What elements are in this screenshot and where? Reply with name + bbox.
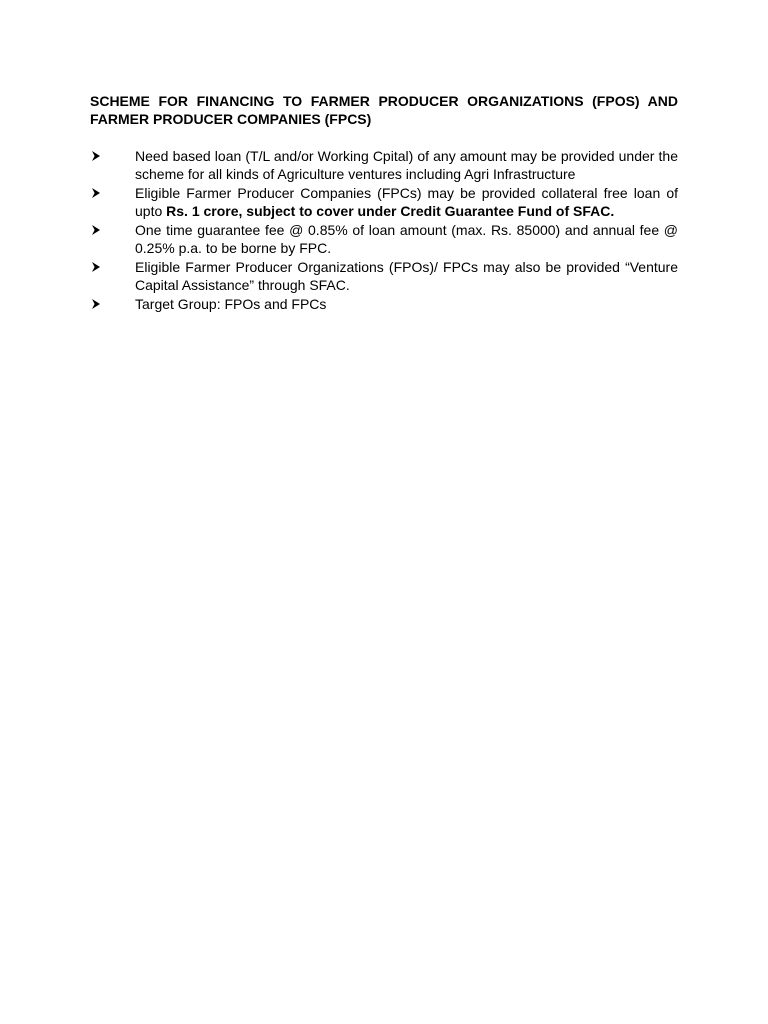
- list-item-text: Need based loan (T/L and/or Working Cpital) of any amount may be provided under the scheme for all kinds of Agriculture ventures including Agri Infrastructure: [135, 148, 678, 182]
- arrowhead-bullet-icon: [90, 147, 104, 165]
- list-item-text: Target Group: FPOs and FPCs: [135, 296, 327, 312]
- list-item: [90, 184, 678, 220]
- document-title: SCHEME FOR FINANCING TO FARMER PRODUCER ORGANIZATIONS (FPOS) AND FARMER PRODUCER COMPANIES (FPCS): [90, 93, 678, 127]
- arrowhead-bullet-icon: [90, 295, 104, 313]
- arrowhead-bullet-icon: [90, 221, 104, 239]
- list-item-text: One time guarantee fee @ 0.85% of loan amount (max. Rs. 85000) and annual fee @ 0.25% p.a. to be borne by FPC.: [135, 222, 678, 256]
- arrowhead-bullet-icon: [90, 184, 104, 202]
- list-item: [90, 258, 678, 294]
- bullet-list: [90, 147, 678, 313]
- list-item: [90, 295, 678, 313]
- document-content: [90, 92, 678, 314]
- arrowhead-bullet-icon: [90, 258, 104, 276]
- list-item: [90, 221, 678, 257]
- list-item-text: Eligible Farmer Producer Companies (FPCs) may be provided collateral free loan of upto: [135, 185, 678, 219]
- list-item-bold-text: Rs. 1 crore, subject to cover under Credit Guarantee Fund of SFAC.: [166, 203, 615, 219]
- list-item-text: Eligible Farmer Producer Organizations (FPOs)/ FPCs may also be provided “Venture Capital Assistance” through SFAC.: [135, 259, 678, 293]
- list-item: [90, 147, 678, 183]
